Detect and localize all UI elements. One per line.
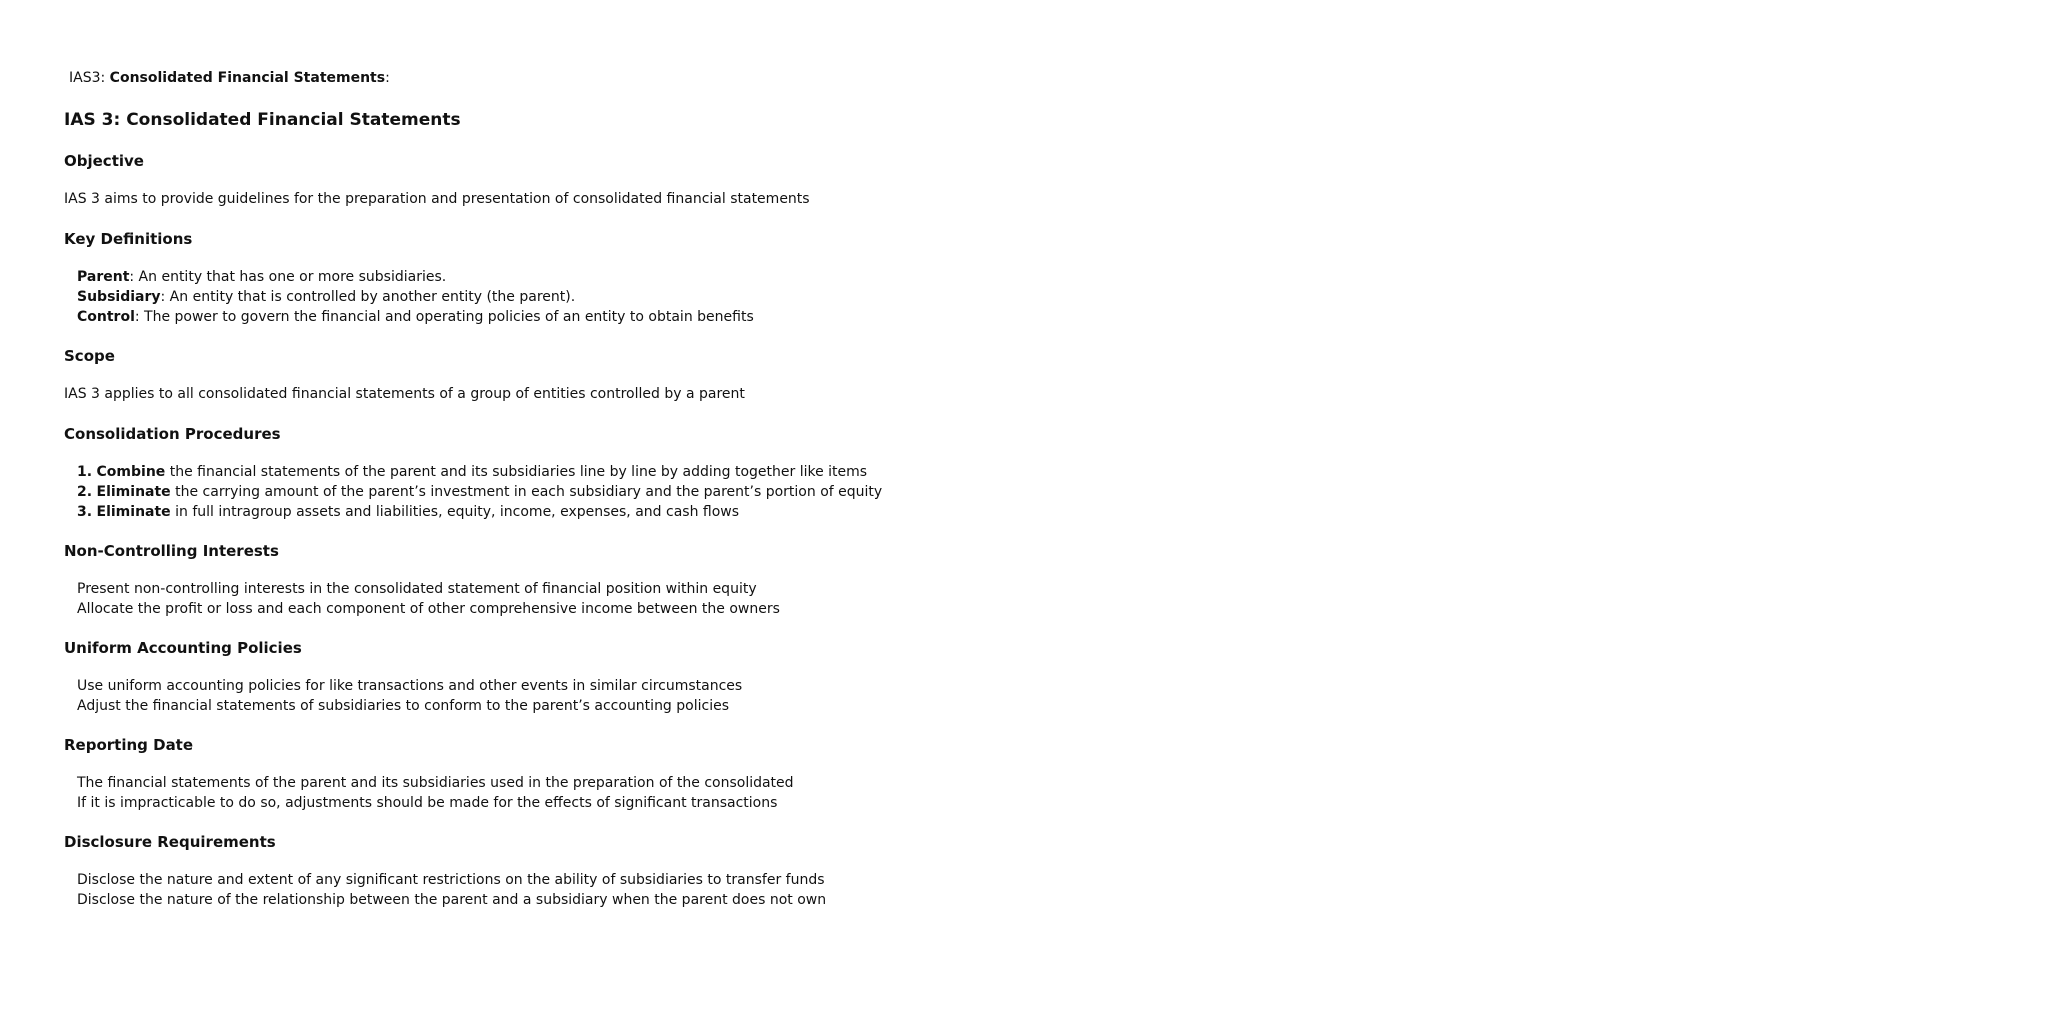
document-title: IAS 3: Consolidated Financial Statements (64, 110, 461, 130)
definition-text: : An entity that is controlled by another entity (the parent). (160, 289, 576, 305)
document-body (64, 60, 883, 960)
procedure-item (77, 482, 2064, 502)
section-heading-uniform: Uniform Accounting Policies (64, 639, 302, 657)
section-heading-nci: Non-Controlling Interests (64, 542, 279, 560)
reporting-list (64, 773, 2064, 813)
section-heading-definitions: Key Definitions (64, 230, 193, 248)
disclosure-list (64, 870, 2064, 910)
document-content (64, 109, 2064, 929)
reporting-item: The financial statements of the parent and its subsidiaries used in the preparation of the consolidated (77, 775, 794, 791)
uniform-item: Adjust the financial statements of subsidiaries to conform to the parent’s accounting policies (77, 698, 729, 714)
uniform-list (64, 676, 2064, 716)
definition-item (77, 307, 2064, 327)
procedure-term: Eliminate (96, 484, 171, 500)
definition-item (77, 267, 2064, 287)
lead-bold: Consolidated Financial Statements (109, 70, 386, 86)
disclosure-item: Disclose the nature and extent of any significant restrictions on the ability of subsidiaries to transfer funds (77, 872, 825, 888)
procedure-number: 3. (77, 504, 93, 520)
section-heading-objective: Objective (64, 152, 144, 170)
procedure-item (77, 502, 2064, 522)
definition-term: Subsidiary (77, 289, 161, 305)
procedure-text: in full intragroup assets and liabilities, equity, income, expenses, and cash flows (170, 504, 740, 520)
procedure-term: Eliminate (96, 504, 171, 520)
document-page (0, 0, 883, 1024)
procedures-list (64, 462, 2064, 522)
section-heading-scope: Scope (64, 347, 115, 365)
reporting-item: If it is impracticable to do so, adjustments should be made for the effects of significant transactions (77, 795, 778, 811)
lead-line (69, 70, 390, 86)
lead-prefix: IAS3: (69, 70, 110, 86)
procedure-number: 2. (77, 484, 93, 500)
definitions-list (64, 267, 2064, 327)
procedure-term: Combine (96, 464, 166, 480)
procedure-number: 1. (77, 464, 93, 480)
scope-text: IAS 3 applies to all consolidated financial statements of a group of entities controlled by a parent (64, 386, 745, 402)
definition-text: : An entity that has one or more subsidiaries. (129, 269, 447, 285)
procedure-text: the financial statements of the parent and its subsidiaries line by line by adding together like items (165, 464, 868, 480)
procedure-item (77, 462, 2064, 482)
section-heading-disclosure: Disclosure Requirements (64, 833, 276, 851)
lead-suffix: : (385, 70, 390, 86)
uniform-item: Use uniform accounting policies for like transactions and other events in similar circumstances (77, 678, 743, 694)
definition-text: : The power to govern the financial and operating policies of an entity to obtain benefits (134, 309, 754, 325)
disclosure-item: Disclose the nature of the relationship between the parent and a subsidiary when the parent does not own (77, 892, 827, 908)
definition-item (77, 287, 2064, 307)
objective-text: IAS 3 aims to provide guidelines for the preparation and presentation of consolidated financial statements (64, 191, 810, 207)
procedure-text: the carrying amount of the parent’s investment in each subsidiary and the parent’s portion of equity (170, 484, 883, 500)
definition-term: Parent (77, 269, 130, 285)
definition-term: Control (77, 309, 135, 325)
nci-item: Allocate the profit or loss and each component of other comprehensive income between the owners (77, 601, 780, 617)
nci-item: Present non-controlling interests in the consolidated statement of financial position within equity (77, 581, 757, 597)
section-heading-reporting: Reporting Date (64, 736, 194, 754)
section-heading-procedures: Consolidation Procedures (64, 425, 281, 443)
nci-list (64, 579, 2064, 619)
